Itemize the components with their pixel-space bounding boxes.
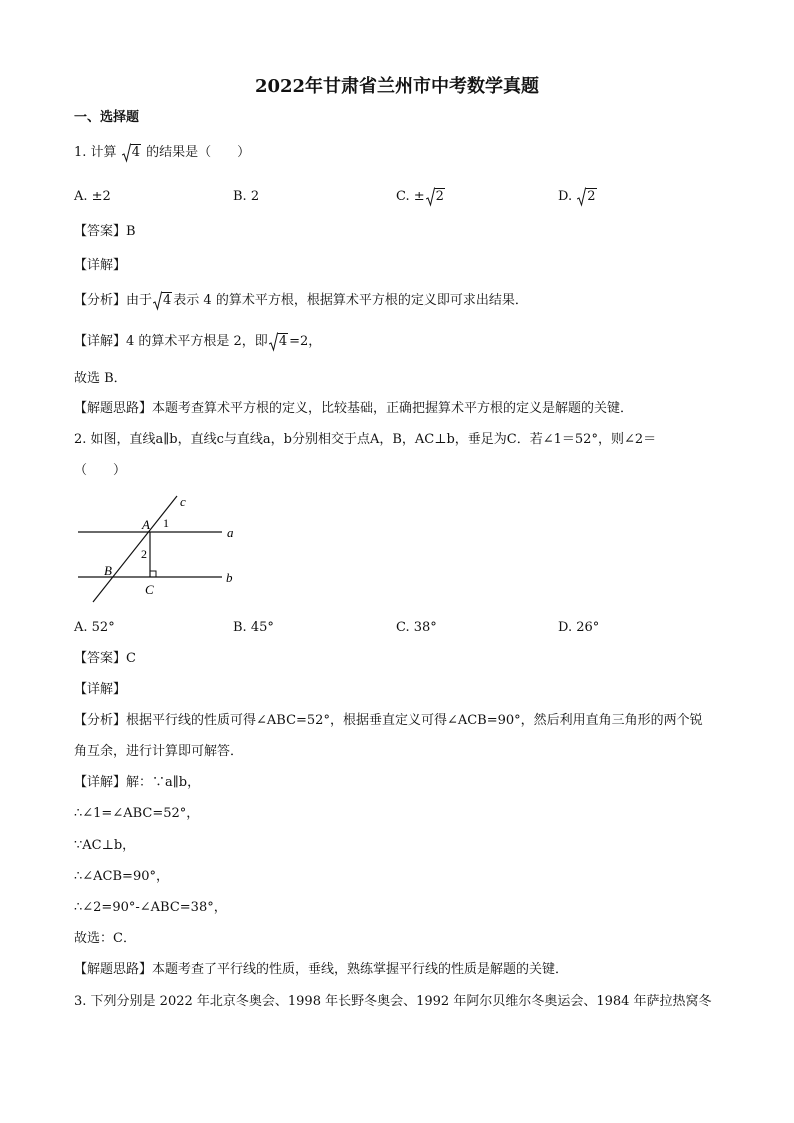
q2-step: 故选：C．	[74, 931, 136, 946]
q2-option-c: C. 38°	[396, 620, 437, 635]
q1-conclusion: 故选 B．	[74, 371, 127, 386]
label-angle-1: 1	[163, 516, 169, 530]
q1-detail: 【详解】4 的算术平方根是 2，即 4 =2，	[74, 332, 321, 352]
sqrt-expression: 2	[577, 187, 596, 207]
section-heading: 一、选择题	[74, 110, 140, 125]
q1-option-d: D. 2	[558, 187, 598, 207]
q2-detail-heading: 【详解】	[74, 682, 127, 697]
sqrt-expression: 4	[269, 332, 288, 352]
label-c: c	[180, 494, 186, 509]
radical-sign-icon	[426, 187, 435, 207]
label-point-b: B	[104, 563, 112, 578]
q2-analysis-line-1: 【分析】根据平行线的性质可得∠ABC=52°，根据垂直定义可得∠ACB=90°，然后利用直角三角形的两个锐	[74, 713, 703, 728]
q2-option-b: B. 45°	[233, 620, 274, 635]
question-3-line-1: 3. 下列分别是 2022 年北京冬奥会、1998 年长野冬奥会、1992 年阿尔贝维尔冬奥运会、1984 年萨拉热窝冬	[74, 994, 712, 1009]
q2-analysis-line-2: 角互余，进行计算即可解答．	[74, 744, 244, 759]
q1-option-a: A. ±2	[74, 189, 111, 204]
q1-detail-heading: 【详解】	[74, 258, 127, 273]
q2-step: ∴∠1=∠ABC=52°，	[74, 806, 200, 821]
radical-sign-icon	[577, 187, 586, 207]
radical-sign-icon	[153, 291, 162, 311]
q1-answer: 【答案】B	[74, 224, 136, 239]
q1-option-b: B. 2	[233, 189, 260, 204]
question-1-suffix: 的结果是（ ）	[146, 145, 251, 160]
q1-option-c: C. ± 2	[396, 187, 446, 207]
radical-sign-icon	[122, 143, 131, 163]
label-b: b	[226, 570, 233, 585]
label-point-a: A	[142, 517, 150, 532]
q2-step: ∴∠2=90°-∠ABC=38°，	[74, 900, 227, 915]
question-2-line-2: （ ）	[74, 463, 127, 478]
label-point-c: C	[145, 582, 154, 597]
question-1	[74, 143, 250, 163]
q2-answer: 【答案】C	[74, 651, 136, 666]
sqrt-expression: 4	[153, 291, 172, 311]
q2-step: 【详解】解：∵a∥b，	[74, 775, 201, 790]
sqrt-expression: 2	[426, 187, 445, 207]
label-angle-2: 2	[141, 547, 147, 561]
q2-step: ∵AC⊥b，	[74, 838, 136, 853]
question-2-line-1: 2. 如图，直线a∥b，直线c与直线a，b分别相交于点A，B，AC⊥b，垂足为C．若∠1＝52°，则∠2＝	[74, 432, 657, 447]
q2-option-d: D. 26°	[558, 620, 600, 635]
question-1-prefix: 1. 计算	[74, 145, 117, 160]
q2-option-a: A. 52°	[74, 620, 115, 635]
sqrt-expression: 4	[122, 143, 141, 163]
parallel-lines-figure	[74, 492, 244, 608]
radical-sign-icon	[269, 332, 278, 352]
q1-solution-idea: 【解题思路】本题考查算术平方根的定义，比较基础，正确把握算术平方根的定义是解题的关键．	[74, 401, 634, 416]
right-angle-mark	[150, 571, 156, 577]
label-a: a	[227, 525, 234, 540]
page-title: 2022年甘肃省兰州市中考数学真题	[254, 76, 540, 97]
q1-analysis: 【分析】由于 4 表示 4 的算术平方根，根据算术平方根的定义即可求出结果．	[74, 291, 528, 311]
q2-step: ∴∠ACB=90°，	[74, 869, 169, 884]
q2-solution-idea: 【解题思路】本题考查了平行线的性质，垂线，熟练掌握平行线的性质是解题的关键．	[74, 962, 569, 977]
line-c	[93, 496, 177, 602]
